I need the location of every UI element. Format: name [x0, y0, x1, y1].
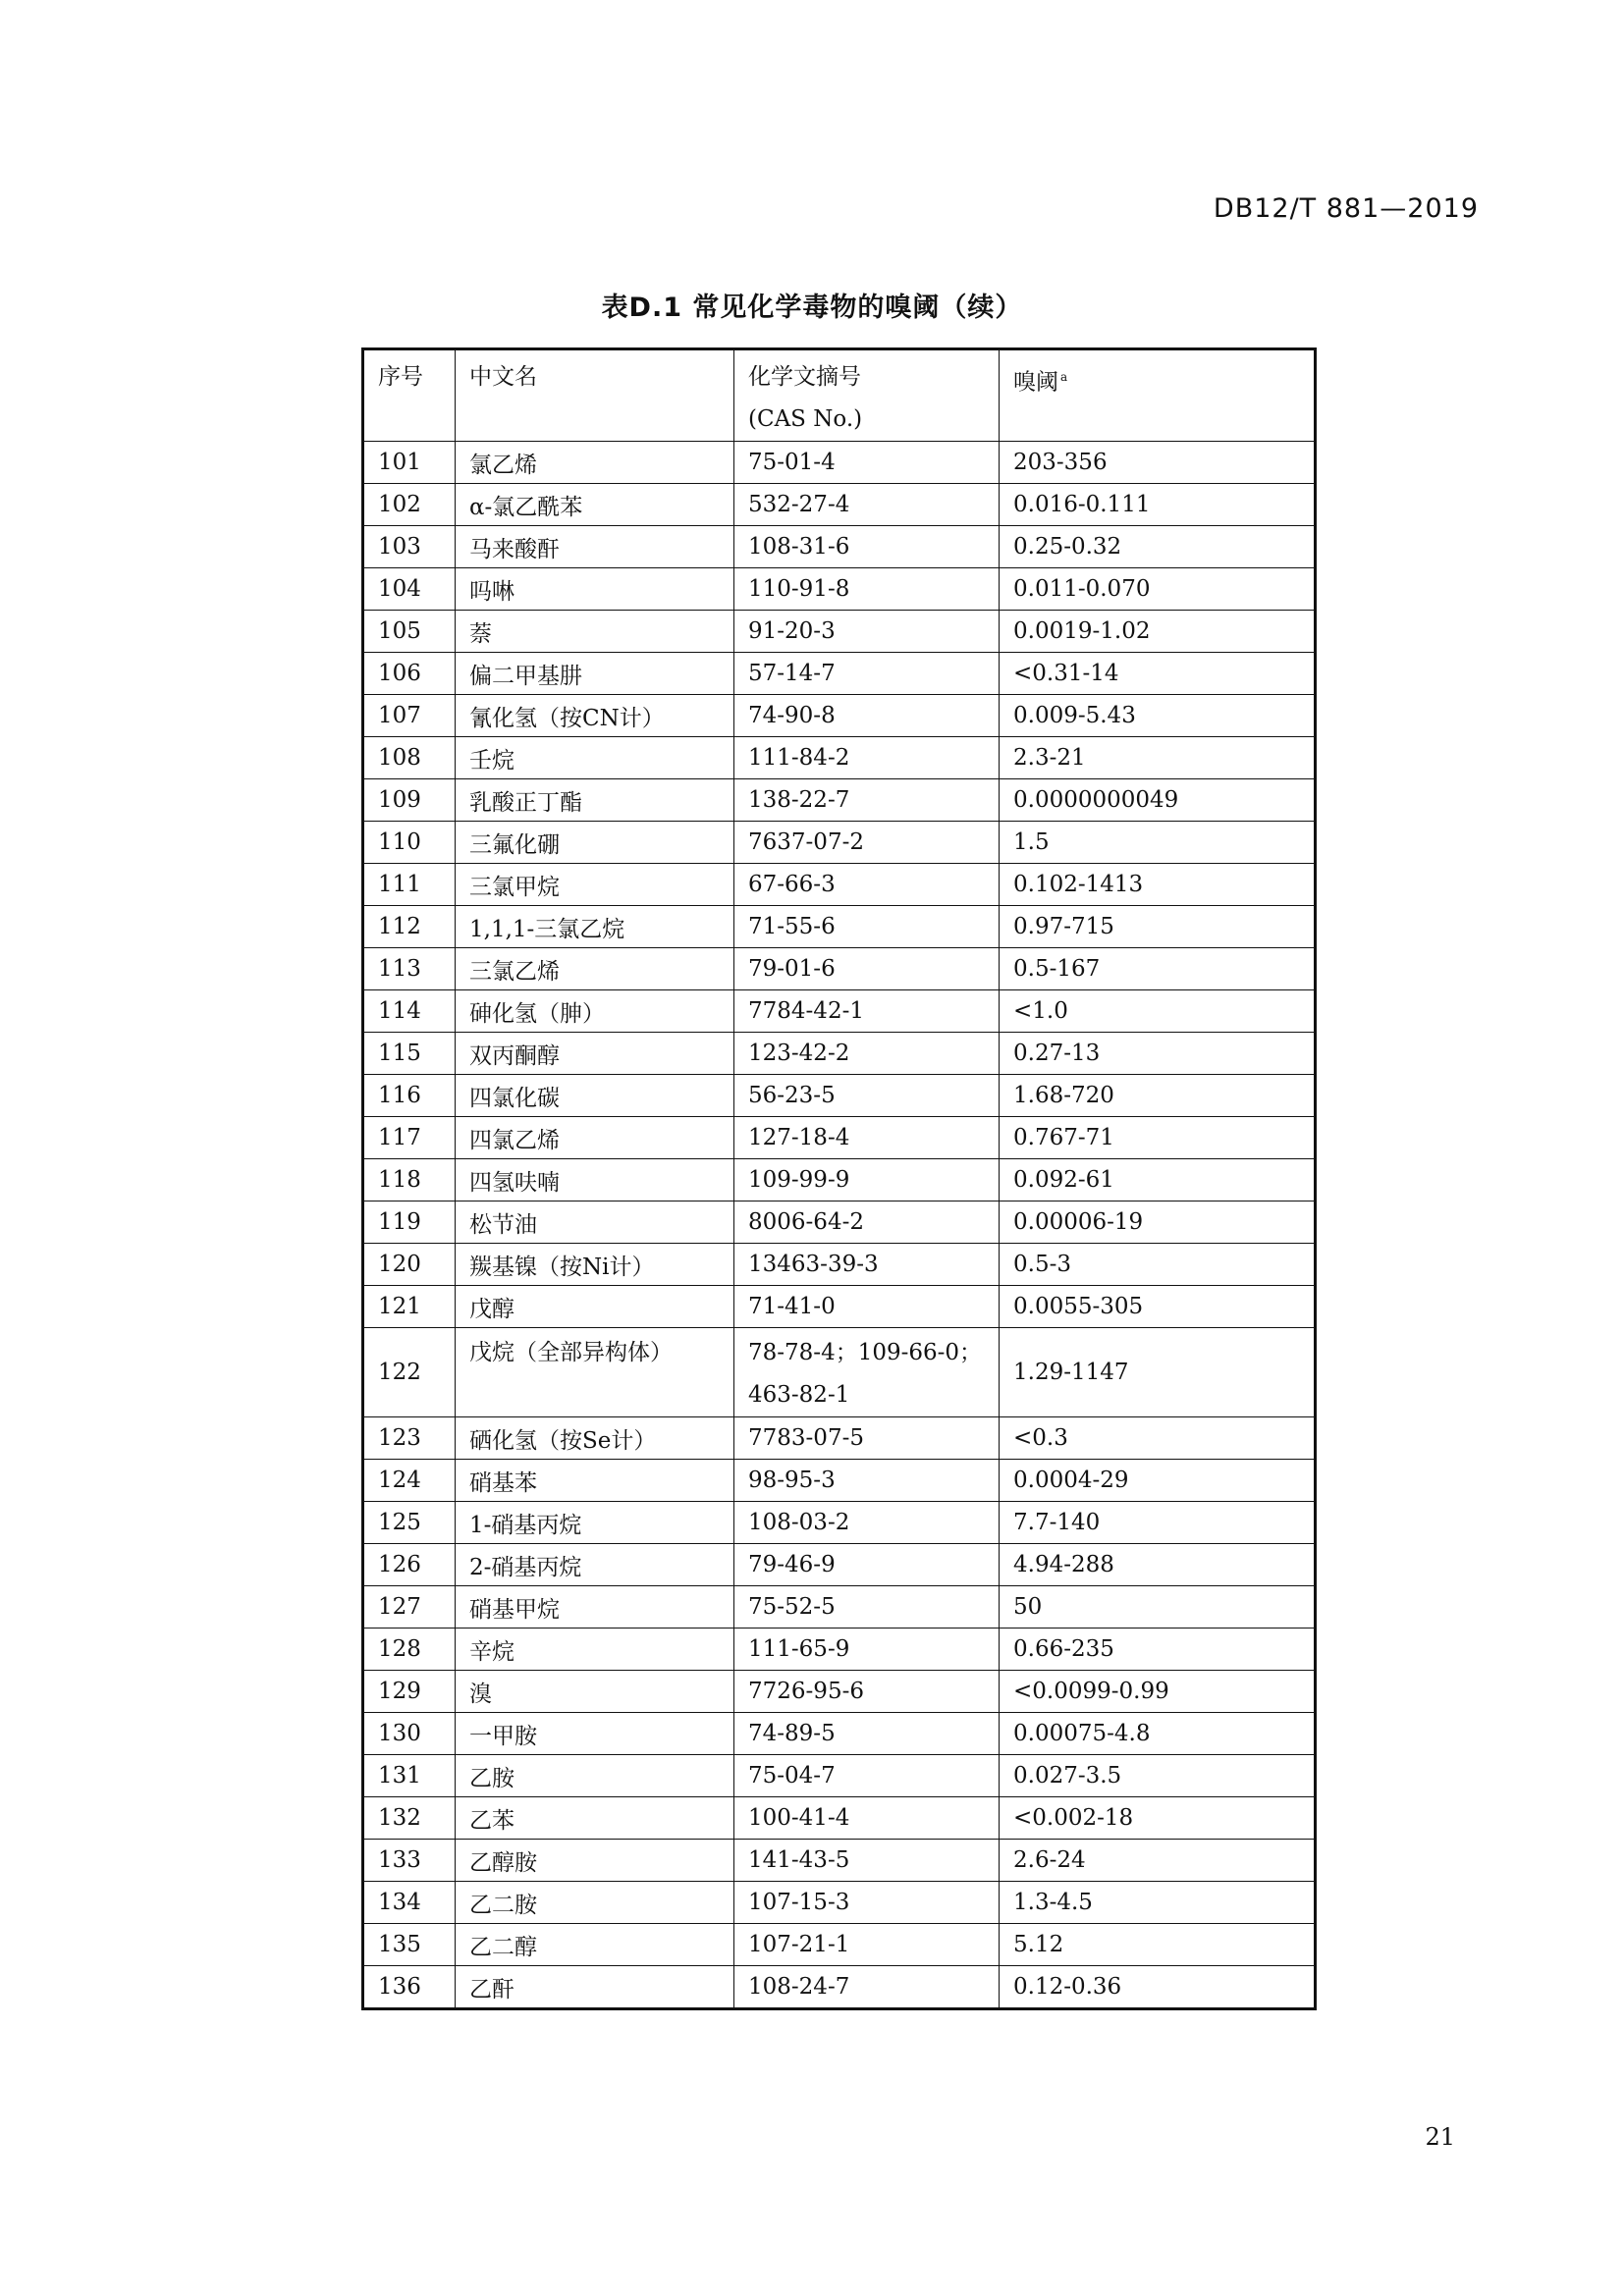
cell-threshold: 0.00006-19 [1000, 1201, 1316, 1244]
document-id: DB12/T 881—2019 [1213, 193, 1479, 224]
table-row [363, 779, 1316, 822]
cell-threshold: 0.767-71 [1000, 1117, 1316, 1159]
table-row [363, 1117, 1316, 1159]
cell-no: 121 [363, 1286, 456, 1328]
cell-threshold: 1.3-4.5 [1000, 1882, 1316, 1924]
table-row [363, 1417, 1316, 1460]
cell-threshold: <0.0099-0.99 [1000, 1671, 1316, 1713]
table-row [363, 484, 1316, 526]
table-header [363, 349, 1316, 442]
table-row [363, 1075, 1316, 1117]
table-row [363, 1328, 1316, 1417]
cell-name: 羰基镍（按Ni计） [456, 1244, 734, 1286]
cell-name: 硝基甲烷 [456, 1586, 734, 1629]
cell-cas: 141-43-5 [734, 1840, 1000, 1882]
cell-no: 128 [363, 1629, 456, 1671]
cell-name: 乙苯 [456, 1797, 734, 1840]
table-row [363, 1460, 1316, 1502]
cell-name: 1,1,1-三氯乙烷 [456, 906, 734, 948]
cell-name: 三氟化硼 [456, 822, 734, 864]
table-row [363, 526, 1316, 568]
cell-name: 乳酸正丁酯 [456, 779, 734, 822]
table-row [363, 737, 1316, 779]
cell-name: 松节油 [456, 1201, 734, 1244]
cell-no: 135 [363, 1924, 456, 1966]
cell-cas: 108-24-7 [734, 1966, 1000, 2009]
cell-name: 四氢呋喃 [456, 1159, 734, 1201]
cell-no: 129 [363, 1671, 456, 1713]
cell-threshold: 4.94-288 [1000, 1544, 1316, 1586]
cell-cas: 74-89-5 [734, 1713, 1000, 1755]
table-row [363, 611, 1316, 653]
cell-threshold: 0.5-167 [1000, 948, 1316, 990]
table-row [363, 1671, 1316, 1713]
cell-no: 113 [363, 948, 456, 990]
cell-cas: 56-23-5 [734, 1075, 1000, 1117]
cell-no: 127 [363, 1586, 456, 1629]
cell-name: 1-硝基丙烷 [456, 1502, 734, 1544]
cell-no: 134 [363, 1882, 456, 1924]
cell-name: 硒化氢（按Se计） [456, 1417, 734, 1460]
cell-threshold: <0.31-14 [1000, 653, 1316, 695]
header-threshold-label: 嗅阈 [1013, 369, 1058, 396]
cell-cas: 7637-07-2 [734, 822, 1000, 864]
cell-no: 114 [363, 990, 456, 1033]
cell-cas: 107-15-3 [734, 1882, 1000, 1924]
cell-name: 硝基苯 [456, 1460, 734, 1502]
cell-name: α-氯乙酰苯 [456, 484, 734, 526]
cell-threshold: 203-356 [1000, 442, 1316, 484]
cell-threshold: 1.68-720 [1000, 1075, 1316, 1117]
cell-cas: 57-14-7 [734, 653, 1000, 695]
cell-cas: 75-52-5 [734, 1586, 1000, 1629]
odor-threshold-table [361, 347, 1317, 2010]
cell-no: 103 [363, 526, 456, 568]
cell-no: 107 [363, 695, 456, 737]
cell-name: 辛烷 [456, 1629, 734, 1671]
cell-threshold: 0.092-61 [1000, 1159, 1316, 1201]
cell-cas: 71-55-6 [734, 906, 1000, 948]
cell-cas: 111-84-2 [734, 737, 1000, 779]
cell-cas: 100-41-4 [734, 1797, 1000, 1840]
cell-name: 四氯化碳 [456, 1075, 734, 1117]
cell-threshold: 2.3-21 [1000, 737, 1316, 779]
cell-threshold: 1.29-1147 [1000, 1328, 1316, 1417]
cell-threshold: 0.102-1413 [1000, 864, 1316, 906]
cell-cas: 108-31-6 [734, 526, 1000, 568]
cell-no: 125 [363, 1502, 456, 1544]
cell-no: 116 [363, 1075, 456, 1117]
table-row [363, 1755, 1316, 1797]
table-row [363, 1629, 1316, 1671]
table-row [363, 1544, 1316, 1586]
table-row [363, 1159, 1316, 1201]
cell-threshold: 0.0019-1.02 [1000, 611, 1316, 653]
cell-no: 102 [363, 484, 456, 526]
cell-name: 四氯乙烯 [456, 1117, 734, 1159]
cell-no: 111 [363, 864, 456, 906]
cell-name: 三氯乙烯 [456, 948, 734, 990]
cell-cas: 67-66-3 [734, 864, 1000, 906]
cell-cas: 7783-07-5 [734, 1417, 1000, 1460]
cell-cas: 7784-42-1 [734, 990, 1000, 1033]
table-row [363, 653, 1316, 695]
cell-cas: 7726-95-6 [734, 1671, 1000, 1713]
cell-cas: 127-18-4 [734, 1117, 1000, 1159]
cell-no: 118 [363, 1159, 456, 1201]
table-row [363, 568, 1316, 611]
table-row [363, 948, 1316, 990]
cell-cas: 8006-64-2 [734, 1201, 1000, 1244]
cell-no: 130 [363, 1713, 456, 1755]
cell-name: 乙酐 [456, 1966, 734, 2009]
table-body [363, 442, 1316, 2009]
cell-no: 105 [363, 611, 456, 653]
cell-threshold: 0.00075-4.8 [1000, 1713, 1316, 1755]
cell-threshold: 5.12 [1000, 1924, 1316, 1966]
page-number: 21 [1425, 2123, 1455, 2151]
cell-no: 131 [363, 1755, 456, 1797]
cell-cas: 107-21-1 [734, 1924, 1000, 1966]
cell-threshold: 2.6-24 [1000, 1840, 1316, 1882]
table-row [363, 864, 1316, 906]
cell-cas: 109-99-9 [734, 1159, 1000, 1201]
cell-no: 132 [363, 1797, 456, 1840]
table-row [363, 1502, 1316, 1544]
cell-name: 三氯甲烷 [456, 864, 734, 906]
table-row [363, 1286, 1316, 1328]
cell-threshold: 0.25-0.32 [1000, 526, 1316, 568]
cell-no: 126 [363, 1544, 456, 1586]
cell-name: 一甲胺 [456, 1713, 734, 1755]
cell-cas: 98-95-3 [734, 1460, 1000, 1502]
cell-cas: 91-20-3 [734, 611, 1000, 653]
header-name: 中文名 [456, 349, 734, 442]
cell-threshold: 0.009-5.43 [1000, 695, 1316, 737]
cell-threshold: 0.27-13 [1000, 1033, 1316, 1075]
cell-threshold: 50 [1000, 1586, 1316, 1629]
cell-no: 115 [363, 1033, 456, 1075]
cell-name: 氯乙烯 [456, 442, 734, 484]
cell-no: 119 [363, 1201, 456, 1244]
cell-threshold: <0.3 [1000, 1417, 1316, 1460]
table-caption: 表D.1 常见化学毒物的嗅阈（续） [601, 293, 1023, 323]
cell-cas: 111-65-9 [734, 1629, 1000, 1671]
cell-name: 2-硝基丙烷 [456, 1544, 734, 1586]
cell-cas: 108-03-2 [734, 1502, 1000, 1544]
cell-no: 124 [363, 1460, 456, 1502]
cell-no: 104 [363, 568, 456, 611]
cell-no: 136 [363, 1966, 456, 2009]
cell-cas: 74-90-8 [734, 695, 1000, 737]
cell-threshold: 0.011-0.070 [1000, 568, 1316, 611]
table-row [363, 1033, 1316, 1075]
cell-threshold: 0.0004-29 [1000, 1460, 1316, 1502]
cell-name: 偏二甲基肼 [456, 653, 734, 695]
header-threshold [1000, 349, 1316, 442]
cell-cas: 79-46-9 [734, 1544, 1000, 1586]
cell-name: 戊烷（全部异构体） [456, 1328, 734, 1417]
cell-name: 萘 [456, 611, 734, 653]
header-no: 序号 [363, 349, 456, 442]
table-row [363, 442, 1316, 484]
cell-no: 109 [363, 779, 456, 822]
header-threshold-footnote: a [1060, 370, 1068, 384]
cell-name: 马来酸酐 [456, 526, 734, 568]
cell-no: 120 [363, 1244, 456, 1286]
cell-cas-line2: 463-82-1 [748, 1382, 850, 1408]
table-row [363, 695, 1316, 737]
table-row [363, 822, 1316, 864]
cell-no: 117 [363, 1117, 456, 1159]
table-row [363, 1966, 1316, 2009]
table-row [363, 1586, 1316, 1629]
cell-name: 乙二醇 [456, 1924, 734, 1966]
cell-threshold: 0.12-0.36 [1000, 1966, 1316, 2009]
cell-no: 106 [363, 653, 456, 695]
cell-cas: 79-01-6 [734, 948, 1000, 990]
cell-name: 溴 [456, 1671, 734, 1713]
cell-cas: 13463-39-3 [734, 1244, 1000, 1286]
cell-threshold: 0.66-235 [1000, 1629, 1316, 1671]
table-row [363, 1797, 1316, 1840]
header-cas-line1: 化学文摘号 [748, 364, 861, 390]
cell-no: 122 [363, 1328, 456, 1417]
cell-name: 双丙酮醇 [456, 1033, 734, 1075]
cell-cas: 138-22-7 [734, 779, 1000, 822]
cell-cas: 75-01-4 [734, 442, 1000, 484]
cell-cas: 532-27-4 [734, 484, 1000, 526]
cell-name: 吗啉 [456, 568, 734, 611]
table-row [363, 990, 1316, 1033]
cell-name: 乙醇胺 [456, 1840, 734, 1882]
cell-no: 123 [363, 1417, 456, 1460]
cell-cas-line1: 78-78-4；109-66-0； [748, 1340, 983, 1365]
table-row [363, 1201, 1316, 1244]
cell-name: 戊醇 [456, 1286, 734, 1328]
header-row [363, 349, 1316, 442]
cell-cas [734, 1328, 1000, 1417]
table-row [363, 906, 1316, 948]
cell-name: 乙胺 [456, 1755, 734, 1797]
table-row [363, 1713, 1316, 1755]
cell-threshold: <1.0 [1000, 990, 1316, 1033]
table-row [363, 1244, 1316, 1286]
cell-no: 108 [363, 737, 456, 779]
cell-threshold: 0.5-3 [1000, 1244, 1316, 1286]
cell-threshold: 0.0055-305 [1000, 1286, 1316, 1328]
cell-no: 112 [363, 906, 456, 948]
cell-threshold: 0.97-715 [1000, 906, 1316, 948]
cell-threshold: 0.016-0.111 [1000, 484, 1316, 526]
table-row [363, 1840, 1316, 1882]
cell-no: 133 [363, 1840, 456, 1882]
cell-no: 101 [363, 442, 456, 484]
table-row [363, 1882, 1316, 1924]
cell-cas: 71-41-0 [734, 1286, 1000, 1328]
cell-cas: 75-04-7 [734, 1755, 1000, 1797]
header-cas-line2: (CAS No.) [748, 406, 863, 432]
cell-name: 壬烷 [456, 737, 734, 779]
table-row [363, 1924, 1316, 1966]
cell-threshold: 1.5 [1000, 822, 1316, 864]
cell-threshold: <0.002-18 [1000, 1797, 1316, 1840]
cell-threshold: 0.0000000049 [1000, 779, 1316, 822]
cell-threshold: 0.027-3.5 [1000, 1755, 1316, 1797]
cell-cas: 123-42-2 [734, 1033, 1000, 1075]
cell-no: 110 [363, 822, 456, 864]
cell-cas: 110-91-8 [734, 568, 1000, 611]
cell-name: 氰化氢（按CN计） [456, 695, 734, 737]
cell-name: 乙二胺 [456, 1882, 734, 1924]
header-cas [734, 349, 1000, 442]
cell-name: 砷化氢（胂） [456, 990, 734, 1033]
cell-threshold: 7.7-140 [1000, 1502, 1316, 1544]
